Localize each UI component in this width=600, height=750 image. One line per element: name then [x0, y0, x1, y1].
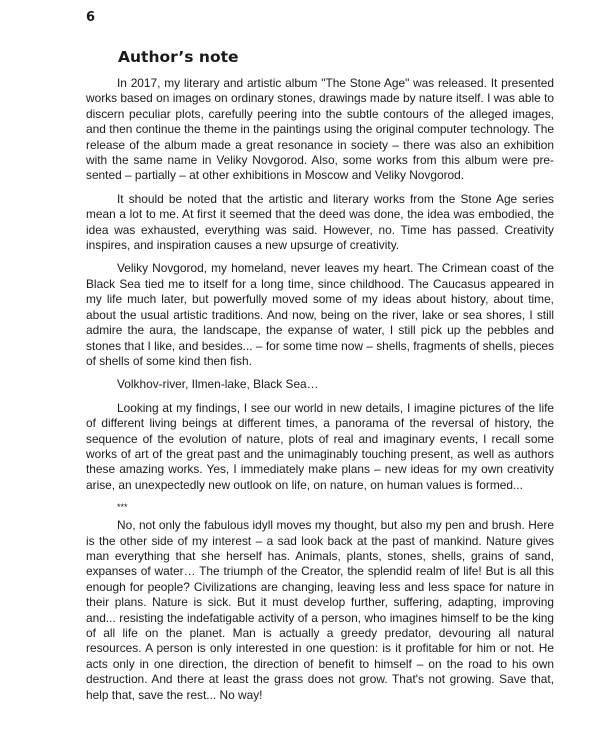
paragraph-album-intro: In 2017, my literary and artistic album "The Stone Age" was released. It presented works based on images on ordinary stones, drawings made by nature itself. I was able to discern peculiar plots, carefully peering into the subtle contours of the alleged images, and then continue the theme in the paintings using the original computer technology. The release of the album made a great resonance in society – there was also an exhibition with the same name in Veliky Novgorod. Also, some works from this album were pre-sented – partially – at other exhibitions in Moscow and Veliky Novgorod. [86, 76, 554, 183]
paragraph-stone-age-series: It should be noted that the artistic and literary works from the Stone Age series mean a lot to me. At first it seemed that the deed was done, the idea was embodied, the idea was exhausted, everything was said. However, no. Time has passed. Creativity inspires, and inspiration causes a new upsurge of creativity. [86, 191, 554, 253]
page-number: 6 [86, 10, 96, 25]
section-separator: *** [117, 502, 128, 513]
paragraph-findings: Looking at my findings, I see our world in new details, I imagine pictures of the life of different living beings at different times, a panorama of the reversal of history, the sequence of the evolution of nature, plots of real and imaginary events, I recall some works of art of the great past and the unimaginably touching present, as well as authors these amazing works. Yes, I immediately make plans – new ideas for my own creativity arise, an unexpectedly new outlook on life, on nature, on human values is formed... [86, 400, 554, 492]
body-text [86, 76, 554, 711]
paragraph-mankind: No, not only the fabulous idyll moves my thought, but also my pen and brush. Here is the other side of my interest – a sad look back at the past of mankind. Nature gives man everything that she herself has. Animals, plants, stones, shells, grains of sand, expanses of water… The triumph of the Creator, the splendid realm of life! But is all this enough for people? Civilizations are changing, leaving less and less space for nature in their plans. Nature is sick. But it must develop further, suffering, adapting, improving and... resisting the indefatigable activity of a person, who imagines himself to be the king of all life on the planet. Man is actually a greedy predator, devouring all natural resources. A person is only interested in one question: is it profitable for him or not. He acts only in one direction, the direction of benefit to himself – on the road to his own destruction. And there at least the grass does not grow. That's not growing. Save that, help that, save the rest... No way! [86, 518, 554, 702]
section-title: Author’s note [118, 48, 239, 66]
paragraph-places: Volkhov-river, Ilmen-lake, Black Sea… [117, 377, 319, 392]
paragraph-homeland: Veliky Novgorod, my homeland, never leaves my heart. The Crimean coast of the Black Sea tied me to itself for a long time, since childhood. The Caucasus appeared in my life much later, but powerfully moved some of my ideas about history, about time, about the usual artistic traditions. And now, being on the river, lake or sea shores, I still admire the aura, the landscape, the expanse of water, I still pick up the pebbles and stones that I like, and besides... – for some time now – shells, fragments of shells, pieces of shells of some kind then fish. [86, 261, 554, 368]
